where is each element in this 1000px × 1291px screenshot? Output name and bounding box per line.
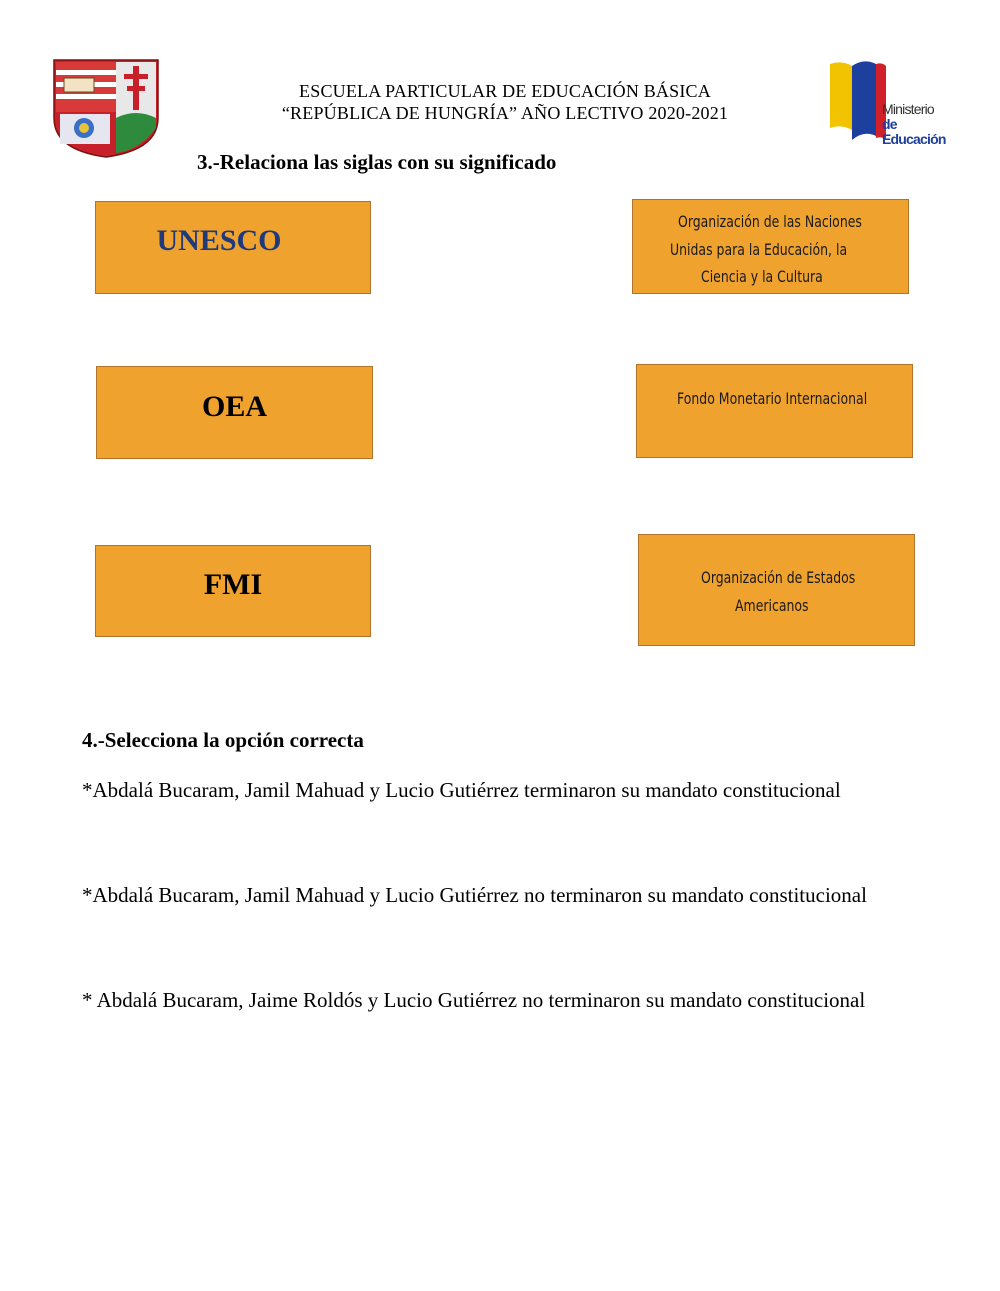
ministry-flag-icon bbox=[828, 58, 888, 148]
meaning-line: Unidas para la Educación, la bbox=[670, 240, 848, 259]
meaning-line: Organización de las Naciones bbox=[678, 212, 862, 231]
acronym-box-fmi[interactable] bbox=[95, 545, 371, 637]
school-crest-logo bbox=[50, 58, 162, 158]
meaning-line: Ciencia y la Cultura bbox=[701, 267, 823, 286]
meaning-box-oea[interactable] bbox=[638, 534, 915, 646]
meaning-box-unesco[interactable] bbox=[632, 199, 909, 294]
acronym-label: UNESCO bbox=[156, 223, 282, 257]
acronym-box-unesco[interactable] bbox=[95, 201, 371, 294]
school-name-line: ESCUELA PARTICULAR DE EDUCACIÓN BÁSICA bbox=[299, 81, 711, 101]
question3-heading: 3.-Relaciona las siglas con su significado bbox=[197, 150, 557, 174]
meaning-line: Fondo Monetario Internacional bbox=[677, 389, 868, 408]
acronym-label: OEA bbox=[201, 389, 267, 423]
answer-option-1[interactable]: *Abdalá Bucaram, Jamil Mahuad y Lucio Gutiérrez terminaron su mandato constitucional bbox=[82, 778, 841, 802]
meaning-line: Organización de Estados bbox=[701, 568, 856, 587]
meaning-box-fmi[interactable] bbox=[636, 364, 913, 458]
ministry-logo bbox=[828, 58, 948, 148]
ministry-logo-line1: Ministerio bbox=[882, 101, 934, 117]
ministry-logo-line2: de Educación bbox=[882, 116, 946, 147]
acronym-label: FMI bbox=[203, 568, 263, 601]
school-year-line: “REPÚBLICA DE HUNGRÍA” AÑO LECTIVO 2020-2021 bbox=[281, 103, 729, 123]
answer-option-2[interactable]: *Abdalá Bucaram, Jamil Mahuad y Lucio Gutiérrez no terminaron su mandato constitucional bbox=[82, 883, 867, 907]
acronym-box-oea[interactable] bbox=[96, 366, 373, 459]
question4-heading: 4.-Selecciona la opción correcta bbox=[82, 728, 364, 752]
meaning-line: Americanos bbox=[735, 596, 809, 615]
answer-option-3[interactable]: * Abdalá Bucaram, Jaime Roldós y Lucio Gutiérrez no terminaron su mandato constitucional bbox=[82, 988, 866, 1012]
